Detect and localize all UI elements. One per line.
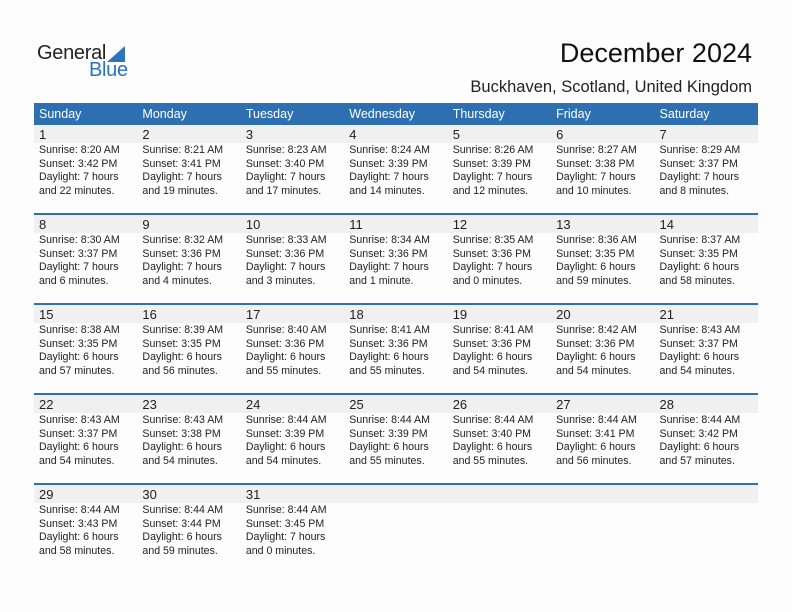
daylight-text: Daylight: 6 hours xyxy=(349,351,429,363)
daylight-text: and 22 minutes. xyxy=(39,184,115,197)
sunset-text: Sunset: 3:35 PM xyxy=(39,337,118,350)
sunrise-text xyxy=(660,504,758,518)
daylight-text: and 59 minutes. xyxy=(142,544,218,557)
daylight-text: and 12 minutes. xyxy=(452,184,529,197)
logo-text-blue: Blue xyxy=(89,59,128,81)
day-cell xyxy=(551,323,654,378)
week-row xyxy=(34,303,758,393)
daylight-text: and 54 minutes. xyxy=(452,364,529,377)
daylight-text: Daylight: 6 hours xyxy=(39,351,119,363)
daylight-text: and 6 minutes. xyxy=(39,274,109,287)
day-cell xyxy=(655,413,758,468)
sunrise-text: Sunrise: 8:44 AM xyxy=(659,414,741,426)
sunrise-text: Sunrise: 8:33 AM xyxy=(245,234,327,246)
day-info-row xyxy=(34,143,758,198)
sunset-text xyxy=(453,518,551,532)
daylight-text: and 0 minutes. xyxy=(245,544,316,557)
daylight-text xyxy=(556,531,654,545)
daylight-text: and 55 minutes. xyxy=(245,364,322,377)
day-cell xyxy=(241,503,344,558)
day-number-row xyxy=(34,485,758,503)
day-cell xyxy=(448,503,551,558)
day-cell xyxy=(137,233,240,288)
weekday-thursday: Thursday xyxy=(452,107,505,121)
day-cell xyxy=(655,503,758,558)
daylight-text: Daylight: 6 hours xyxy=(39,441,119,453)
sunset-text: Sunset: 3:35 PM xyxy=(556,247,635,260)
sunrise-text: Sunrise: 8:35 AM xyxy=(452,234,534,246)
sunrise-text: Sunrise: 8:23 AM xyxy=(245,144,327,156)
sunset-text: Sunset: 3:36 PM xyxy=(452,337,532,350)
daylight-text: and 58 minutes. xyxy=(659,274,735,287)
sunset-text: Sunset: 3:36 PM xyxy=(349,247,428,260)
daylight-text: Daylight: 6 hours xyxy=(556,441,636,453)
day-number: 3 xyxy=(245,127,254,142)
sunset-text: Sunset: 3:40 PM xyxy=(245,157,325,170)
day-number xyxy=(344,485,447,503)
daylight-text: and 55 minutes. xyxy=(452,454,529,467)
weekday-tuesday: Tuesday xyxy=(245,107,294,121)
daylight-text: Daylight: 6 hours xyxy=(556,351,636,363)
week-row xyxy=(34,213,758,303)
daylight-text: and 54 minutes. xyxy=(659,364,735,377)
sunrise-text: Sunrise: 8:43 AM xyxy=(39,414,120,426)
day-number: 11 xyxy=(349,217,363,232)
day-number: 26 xyxy=(452,397,468,412)
day-cell xyxy=(448,323,551,378)
sunset-text: Sunset: 3:38 PM xyxy=(142,427,221,440)
sunrise-text: Sunrise: 8:41 AM xyxy=(452,324,534,336)
sunrise-text xyxy=(349,504,447,518)
sunset-text: Sunset: 3:41 PM xyxy=(142,157,221,170)
sunrise-text: Sunrise: 8:32 AM xyxy=(142,234,224,246)
daylight-text xyxy=(660,545,758,559)
weeks-container xyxy=(34,125,758,573)
daylight-text: Daylight: 7 hours xyxy=(39,261,119,273)
week-row xyxy=(34,125,758,213)
day-info-row xyxy=(34,233,758,288)
day-cell xyxy=(137,323,240,378)
sunrise-text: Sunrise: 8:29 AM xyxy=(659,144,741,156)
day-cell xyxy=(137,143,240,198)
daylight-text: Daylight: 7 hours xyxy=(452,171,533,183)
day-number: 21 xyxy=(659,307,674,322)
sunset-text: Sunset: 3:42 PM xyxy=(659,427,738,440)
logo xyxy=(37,42,137,82)
daylight-text: Daylight: 6 hours xyxy=(452,441,533,453)
sunrise-text: Sunrise: 8:44 AM xyxy=(245,414,327,426)
day-cell xyxy=(241,233,344,288)
sunset-text: Sunset: 3:43 PM xyxy=(39,517,118,530)
week-row xyxy=(34,393,758,483)
daylight-text: and 0 minutes. xyxy=(452,274,523,287)
sunrise-text: Sunrise: 8:30 AM xyxy=(39,234,120,246)
daylight-text: Daylight: 6 hours xyxy=(349,441,429,453)
sunrise-text: Sunrise: 8:27 AM xyxy=(556,144,637,156)
day-number xyxy=(448,485,551,503)
sunset-text: Sunset: 3:36 PM xyxy=(245,337,325,350)
calendar-grid xyxy=(34,103,758,573)
sunset-text: Sunset: 3:36 PM xyxy=(349,337,428,350)
sunrise-text: Sunrise: 8:36 AM xyxy=(556,234,637,246)
daylight-text: and 55 minutes. xyxy=(349,454,425,467)
sunrise-text: Sunrise: 8:43 AM xyxy=(659,324,741,336)
day-info-row xyxy=(34,413,758,468)
day-cell xyxy=(344,413,447,468)
sunset-text: Sunset: 3:45 PM xyxy=(245,517,325,530)
sunset-text: Sunset: 3:41 PM xyxy=(556,427,635,440)
daylight-text: Daylight: 7 hours xyxy=(245,261,326,273)
week-row xyxy=(34,483,758,573)
day-number: 25 xyxy=(349,397,364,412)
sunset-text: Sunset: 3:35 PM xyxy=(659,247,738,260)
day-cell xyxy=(551,143,654,198)
page-title: December 2024 xyxy=(559,38,752,68)
daylight-text: and 14 minutes. xyxy=(349,184,425,197)
day-number: 19 xyxy=(452,307,468,322)
day-cell xyxy=(448,143,551,198)
day-number: 12 xyxy=(452,217,468,232)
sunrise-text: Sunrise: 8:38 AM xyxy=(39,324,120,336)
sunrise-text: Sunrise: 8:21 AM xyxy=(142,144,224,156)
day-number: 20 xyxy=(556,307,571,322)
day-cell xyxy=(655,143,758,198)
day-number: 1 xyxy=(39,127,47,142)
daylight-text: Daylight: 7 hours xyxy=(39,171,119,183)
daylight-text xyxy=(349,545,447,559)
daylight-text: Daylight: 7 hours xyxy=(349,171,429,183)
day-number: 30 xyxy=(142,487,157,502)
day-number: 27 xyxy=(556,397,571,412)
day-number-row xyxy=(34,395,758,413)
daylight-text: Daylight: 6 hours xyxy=(142,531,222,543)
day-cell xyxy=(344,233,447,288)
sunset-text: Sunset: 3:40 PM xyxy=(452,427,532,440)
sunset-text: Sunset: 3:39 PM xyxy=(245,427,325,440)
daylight-text: and 55 minutes. xyxy=(349,364,425,377)
daylight-text: and 17 minutes. xyxy=(245,184,322,197)
sunrise-text xyxy=(556,504,654,518)
day-number: 22 xyxy=(39,397,54,412)
day-cell xyxy=(34,233,137,288)
daylight-text: and 56 minutes. xyxy=(556,454,632,467)
sunrise-text: Sunrise: 8:44 AM xyxy=(556,414,637,426)
day-number: 4 xyxy=(349,127,357,142)
day-number: 2 xyxy=(142,127,150,142)
daylight-text: Daylight: 7 hours xyxy=(349,261,429,273)
day-number-row xyxy=(34,305,758,323)
day-number: 6 xyxy=(556,127,564,142)
sunset-text: Sunset: 3:39 PM xyxy=(452,157,532,170)
daylight-text: Daylight: 7 hours xyxy=(659,171,740,183)
sunset-text: Sunset: 3:37 PM xyxy=(39,247,118,260)
day-number: 8 xyxy=(39,217,47,232)
daylight-text: and 56 minutes. xyxy=(142,364,218,377)
day-number: 15 xyxy=(39,307,54,322)
daylight-text: Daylight: 7 hours xyxy=(142,261,222,273)
sunrise-text: Sunrise: 8:44 AM xyxy=(245,504,327,516)
daylight-text: Daylight: 7 hours xyxy=(556,171,636,183)
weekday-friday: Friday xyxy=(556,107,591,121)
day-number: 10 xyxy=(245,217,261,232)
sunrise-text: Sunrise: 8:44 AM xyxy=(452,414,534,426)
day-cell xyxy=(655,323,758,378)
sunrise-text: Sunrise: 8:24 AM xyxy=(349,144,430,156)
sunrise-text: Sunrise: 8:26 AM xyxy=(452,144,534,156)
daylight-text: and 54 minutes. xyxy=(245,454,322,467)
day-number: 17 xyxy=(245,307,261,322)
day-cell xyxy=(34,503,137,558)
daylight-text: and 10 minutes. xyxy=(556,184,632,197)
sunset-text: Sunset: 3:36 PM xyxy=(245,247,325,260)
daylight-text xyxy=(349,531,447,545)
daylight-text: Daylight: 7 hours xyxy=(245,531,326,543)
daylight-text: Daylight: 6 hours xyxy=(245,441,326,453)
daylight-text: Daylight: 7 hours xyxy=(245,171,326,183)
sunset-text: Sunset: 3:39 PM xyxy=(349,427,428,440)
daylight-text: and 54 minutes. xyxy=(142,454,218,467)
day-cell xyxy=(448,233,551,288)
daylight-text: Daylight: 7 hours xyxy=(452,261,533,273)
sunset-text xyxy=(349,518,447,532)
sunset-text: Sunset: 3:36 PM xyxy=(452,247,532,260)
sunset-text xyxy=(660,518,758,532)
daylight-text: and 54 minutes. xyxy=(39,454,115,467)
day-cell xyxy=(551,233,654,288)
day-number: 29 xyxy=(39,487,54,502)
daylight-text xyxy=(660,531,758,545)
day-cell xyxy=(137,503,240,558)
day-cell xyxy=(344,323,447,378)
daylight-text: Daylight: 7 hours xyxy=(142,171,222,183)
weekday-wednesday: Wednesday xyxy=(349,107,416,121)
day-number: 14 xyxy=(659,217,674,232)
sunset-text: Sunset: 3:44 PM xyxy=(142,517,221,530)
daylight-text: and 8 minutes. xyxy=(659,184,730,197)
day-number: 5 xyxy=(452,127,460,142)
day-number: 18 xyxy=(349,307,364,322)
day-cell xyxy=(241,323,344,378)
weekday-saturday: Saturday xyxy=(659,107,710,121)
day-cell xyxy=(34,143,137,198)
weekday-header xyxy=(34,103,758,125)
sunrise-text: Sunrise: 8:44 AM xyxy=(39,504,120,516)
sunset-text: Sunset: 3:37 PM xyxy=(659,337,738,350)
daylight-text: and 59 minutes. xyxy=(556,274,632,287)
sunrise-text: Sunrise: 8:20 AM xyxy=(39,144,120,156)
day-info-row xyxy=(34,503,758,558)
day-cell xyxy=(448,413,551,468)
daylight-text: Daylight: 6 hours xyxy=(556,261,636,273)
sunset-text: Sunset: 3:35 PM xyxy=(142,337,221,350)
daylight-text xyxy=(453,531,551,545)
sunrise-text: Sunrise: 8:44 AM xyxy=(349,414,430,426)
day-number-row xyxy=(34,215,758,233)
sunrise-text: Sunrise: 8:41 AM xyxy=(349,324,430,336)
day-number xyxy=(655,485,758,503)
daylight-text: and 19 minutes. xyxy=(142,184,218,197)
day-cell xyxy=(344,143,447,198)
sunrise-text: Sunrise: 8:42 AM xyxy=(556,324,637,336)
day-cell xyxy=(241,143,344,198)
daylight-text: Daylight: 6 hours xyxy=(142,441,222,453)
day-info-row xyxy=(34,323,758,378)
daylight-text: Daylight: 6 hours xyxy=(39,531,119,543)
sunset-text: Sunset: 3:37 PM xyxy=(39,427,118,440)
day-cell xyxy=(34,413,137,468)
sunrise-text: Sunrise: 8:34 AM xyxy=(349,234,430,246)
daylight-text: and 1 minute. xyxy=(349,274,414,287)
day-number: 31 xyxy=(245,487,261,502)
daylight-text: Daylight: 6 hours xyxy=(659,261,740,273)
sunset-text: Sunset: 3:36 PM xyxy=(556,337,635,350)
sunrise-text: Sunrise: 8:43 AM xyxy=(142,414,224,426)
weekday-sunday: Sunday xyxy=(39,107,82,121)
sunrise-text: Sunrise: 8:39 AM xyxy=(142,324,224,336)
day-cell xyxy=(137,413,240,468)
day-number: 23 xyxy=(142,397,157,412)
daylight-text: and 57 minutes. xyxy=(39,364,115,377)
daylight-text: Daylight: 6 hours xyxy=(659,351,740,363)
day-number: 13 xyxy=(556,217,571,232)
sunrise-text: Sunrise: 8:37 AM xyxy=(659,234,741,246)
day-cell xyxy=(34,323,137,378)
sunset-text: Sunset: 3:39 PM xyxy=(349,157,428,170)
daylight-text: and 54 minutes. xyxy=(556,364,632,377)
location-subtitle: Buckhaven, Scotland, United Kingdom xyxy=(470,78,752,96)
sunset-text: Sunset: 3:37 PM xyxy=(659,157,738,170)
day-number: 7 xyxy=(659,127,667,142)
day-cell xyxy=(551,413,654,468)
logo-text-general: General xyxy=(37,42,107,64)
daylight-text: Daylight: 6 hours xyxy=(659,441,740,453)
daylight-text: Daylight: 6 hours xyxy=(452,351,533,363)
daylight-text xyxy=(556,545,654,559)
sunset-text: Sunset: 3:36 PM xyxy=(142,247,221,260)
daylight-text: and 3 minutes. xyxy=(245,274,316,287)
daylight-text: and 4 minutes. xyxy=(142,274,212,287)
sunrise-text xyxy=(453,504,551,518)
sunset-text xyxy=(556,518,654,532)
day-number: 24 xyxy=(245,397,261,412)
sunset-text: Sunset: 3:42 PM xyxy=(39,157,118,170)
day-number xyxy=(551,485,654,503)
day-number-row xyxy=(34,125,758,143)
daylight-text: Daylight: 6 hours xyxy=(245,351,326,363)
day-number: 28 xyxy=(659,397,674,412)
weekday-monday: Monday xyxy=(142,107,187,121)
day-cell xyxy=(344,503,447,558)
day-cell xyxy=(241,413,344,468)
daylight-text: and 58 minutes. xyxy=(39,544,115,557)
daylight-text: Daylight: 6 hours xyxy=(142,351,222,363)
sunset-text: Sunset: 3:38 PM xyxy=(556,157,635,170)
day-cell xyxy=(655,233,758,288)
sunrise-text: Sunrise: 8:40 AM xyxy=(245,324,327,336)
daylight-text xyxy=(453,545,551,559)
sunrise-text: Sunrise: 8:44 AM xyxy=(142,504,224,516)
daylight-text: and 57 minutes. xyxy=(659,454,735,467)
day-number: 9 xyxy=(142,217,150,232)
day-cell xyxy=(551,503,654,558)
day-number: 16 xyxy=(142,307,157,322)
